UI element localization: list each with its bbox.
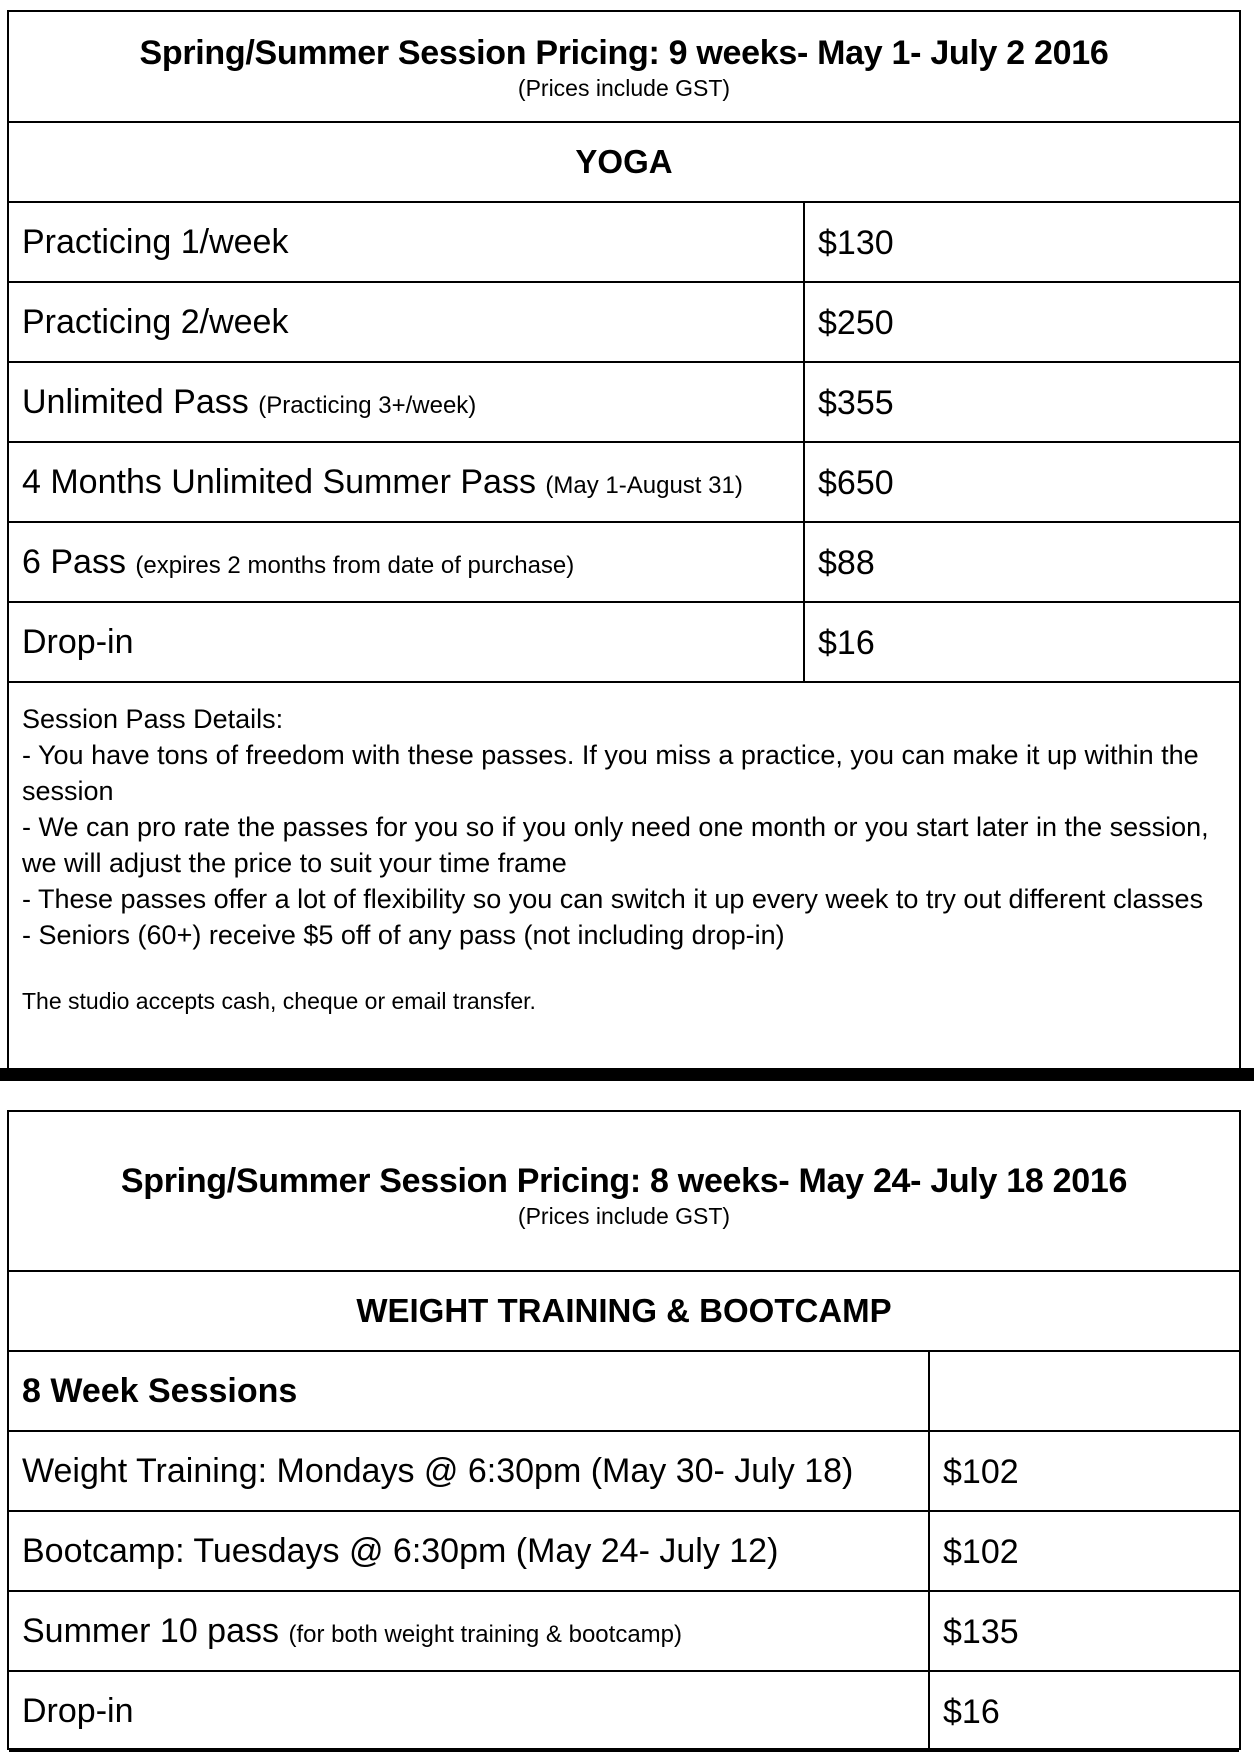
row-label	[9, 443, 805, 521]
yoga-subtitle: (Prices include GST)	[517, 75, 731, 101]
table-row	[9, 363, 1239, 443]
details-line: - We can pro rate the passes for you so if you only need one month or you start later in the session, we will adjust the price to suit your time frame	[22, 812, 1209, 878]
row-note: (May 1-August 31)	[545, 472, 743, 499]
row-price: $102	[943, 1453, 1019, 1491]
row-label-text: Unlimited Pass	[22, 383, 249, 421]
row-label	[9, 1432, 930, 1510]
section-divider	[0, 1068, 1254, 1081]
row-note: (Practicing 3+/week)	[258, 392, 477, 419]
row-label	[9, 363, 805, 441]
table-row	[9, 523, 1239, 603]
row-label-text: Bootcamp: Tuesdays @ 6:30pm (May 24- July 12)	[22, 1532, 779, 1570]
details-line: - Seniors (60+) receive $5 off of any pass (not including drop-in)	[22, 920, 785, 950]
yoga-pricing-table	[7, 10, 1241, 1076]
row-label-text: Drop-in	[22, 1692, 134, 1730]
row-label	[9, 1672, 930, 1750]
row-label	[9, 603, 805, 681]
row-label: 8 Week Sessions	[9, 1352, 930, 1430]
training-subtitle: (Prices include GST)	[517, 1203, 731, 1229]
row-label-text: Drop-in	[22, 623, 134, 661]
payment-methods: The studio accepts cash, cheque or email transfer.	[22, 988, 536, 1014]
table-row	[9, 1512, 1239, 1592]
row-label	[9, 283, 805, 361]
row-label-text: 4 Months Unlimited Summer Pass	[22, 463, 536, 501]
row-label-text: 6 Pass	[22, 543, 126, 581]
row-label-text: Summer 10 pass	[22, 1612, 279, 1650]
row-price: $135	[943, 1613, 1019, 1651]
row-price: $650	[818, 464, 894, 502]
row-price: $88	[818, 544, 875, 582]
table-row	[9, 203, 1239, 283]
row-note: (for both weight training & bootcamp)	[288, 1621, 682, 1648]
details-heading: Session Pass Details:	[22, 704, 284, 734]
row-price: $250	[818, 304, 894, 342]
row-label-text: Practicing 2/week	[22, 303, 289, 341]
table-row	[9, 603, 1239, 683]
training-section-title: WEIGHT TRAINING & BOOTCAMP	[9, 1272, 1239, 1352]
table-row	[9, 1592, 1239, 1672]
training-pricing-table	[7, 1110, 1241, 1750]
yoga-section-title: YOGA	[9, 123, 1239, 203]
training-header	[9, 1112, 1239, 1272]
session-pass-details	[9, 683, 1239, 1019]
table-row	[9, 283, 1239, 363]
row-label	[9, 1592, 930, 1670]
training-title: Spring/Summer Session Pricing: 8 weeks- May 24- July 18 2016	[120, 1162, 1128, 1200]
row-label	[9, 1512, 930, 1590]
details-line: - These passes offer a lot of flexibility so you can switch it up every week to try out different classes	[22, 884, 1204, 914]
yoga-header	[9, 12, 1239, 123]
row-label-text: Weight Training: Mondays @ 6:30pm (May 30- July 18)	[22, 1452, 854, 1490]
table-row	[9, 1352, 1239, 1432]
row-price: $16	[818, 624, 875, 662]
row-note: (expires 2 months from date of purchase)	[135, 552, 575, 579]
row-price: $16	[943, 1693, 1000, 1731]
table-row	[9, 1432, 1239, 1512]
row-price: $355	[818, 384, 894, 422]
table-row	[9, 443, 1239, 523]
row-label	[9, 523, 805, 601]
row-label	[9, 203, 805, 281]
row-price: $130	[818, 224, 894, 262]
row-label-text: Practicing 1/week	[22, 223, 289, 261]
yoga-title: Spring/Summer Session Pricing: 9 weeks- May 1- July 2 2016	[139, 34, 1109, 72]
table-row	[9, 1672, 1239, 1752]
details-line: - You have tons of freedom with these passes. If you miss a practice, you can make it up within the session	[22, 740, 1199, 806]
row-price	[930, 1352, 943, 1430]
row-price: $102	[943, 1533, 1019, 1571]
